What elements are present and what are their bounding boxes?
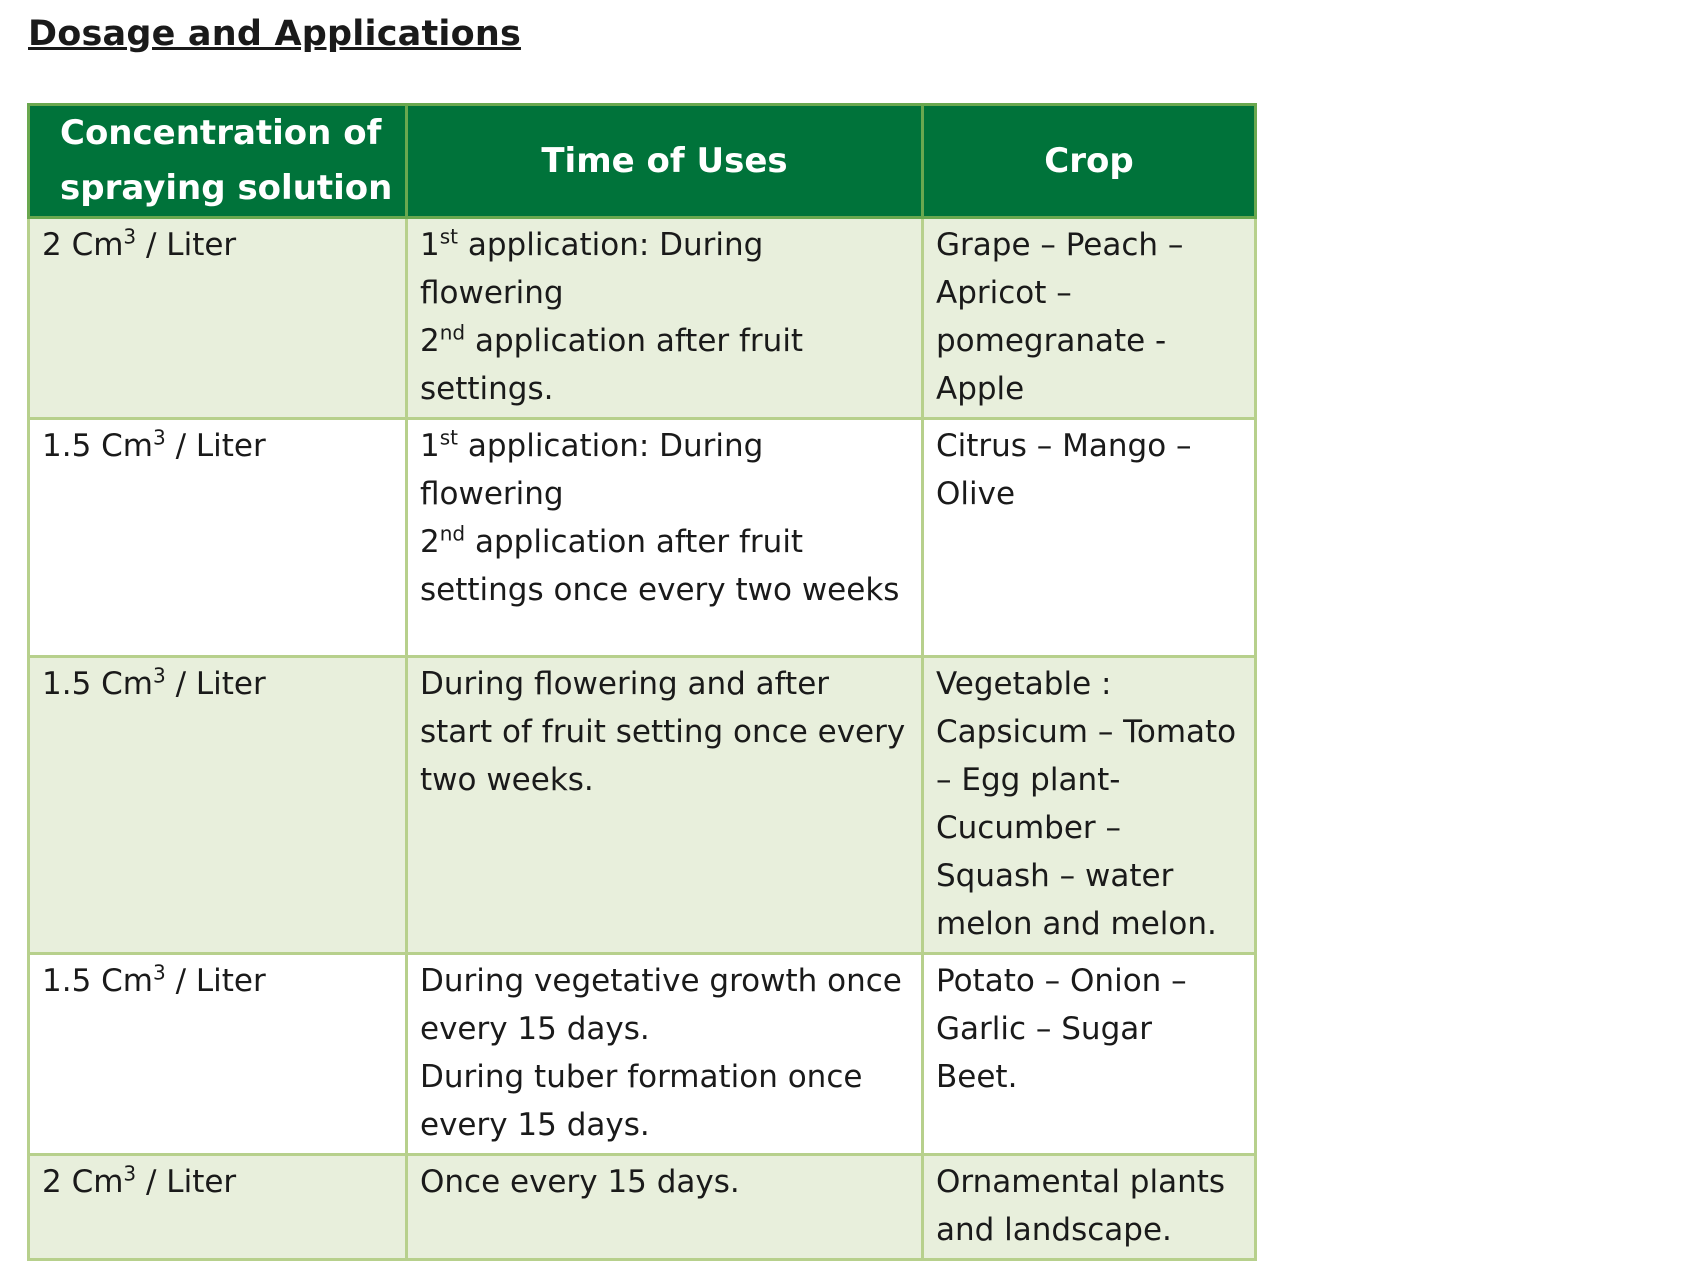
concentration-number: 1.5 Cm [42,963,153,999]
concentration-unit: / Liter [165,428,266,464]
concentration-unit: / Liter [165,666,266,702]
header-crop: Crop [923,105,1256,218]
concentration-value [42,224,237,263]
crop-cell [923,218,1256,419]
time-of-uses-cell [407,1155,923,1260]
time-of-uses-text: application after fruit settings once every two weeks [420,524,900,608]
time-of-uses-line [420,1158,909,1206]
concentration-cell [29,954,407,1155]
time-of-uses-line [420,1053,909,1149]
time-of-uses-text: application after fruit settings. [420,323,804,407]
concentration-exponent: 3 [153,425,166,450]
time-of-uses-text: Once every 15 days. [420,1164,740,1200]
ordinal-suffix: st [439,425,458,450]
table-row [29,419,1256,657]
time-of-uses-line [420,957,909,1053]
concentration-number: 2 Cm [42,1164,124,1200]
concentration-value [42,960,266,999]
table-row [29,1155,1256,1260]
ordinal-suffix: st [439,224,458,249]
crop-text: Ornamental plants and landscape. [936,1164,1226,1248]
concentration-value [42,1161,237,1200]
time-of-uses-cell [407,419,923,657]
time-of-uses-line [420,221,909,317]
concentration-number: 1.5 Cm [42,428,153,464]
concentration-value [42,425,266,464]
time-of-uses-text: During tuber formation once every 15 days. [420,1059,863,1143]
crop-text: Potato – Onion – Garlic – Sugar Beet. [936,963,1187,1095]
header-time-of-uses: Time of Uses [407,105,923,218]
crop-cell [923,1155,1256,1260]
time-of-uses-text: During flowering and after start of fruit setting once every two weeks. [420,666,906,798]
concentration-exponent: 3 [123,224,137,249]
application-number: 1 [420,227,440,263]
application-number: 2 [420,323,440,359]
time-of-uses-cell [407,954,923,1155]
concentration-unit: / Liter [165,963,266,999]
dosage-table [27,103,1257,1261]
time-of-uses-text: application: During flowering [420,428,764,512]
ordinal-suffix: nd [439,320,466,345]
table-header-row [29,105,1256,218]
time-of-uses-text: application: During flowering [420,227,764,311]
crop-text: Citrus – Mango – Olive [936,428,1192,512]
crop-text: Vegetable : Capsicum – Tomato – Egg plant- Cucumber – Squash – water melon and melon. [936,666,1237,942]
crop-cell [923,419,1256,657]
application-number: 1 [420,428,440,464]
concentration-value [42,663,266,702]
header-concentration: Concentration of spraying solution [29,105,407,218]
time-of-uses-cell [407,657,923,954]
concentration-unit: / Liter [136,227,237,263]
application-number: 2 [420,524,440,560]
concentration-unit: / Liter [136,1164,237,1200]
time-of-uses-line [420,422,909,518]
concentration-exponent: 3 [153,663,166,688]
table-row [29,657,1256,954]
concentration-cell [29,419,407,657]
crop-cell [923,954,1256,1155]
table-row [29,218,1256,419]
concentration-cell [29,218,407,419]
time-of-uses-line [420,317,909,413]
concentration-exponent: 3 [153,960,166,985]
concentration-number: 1.5 Cm [42,666,153,702]
time-of-uses-line [420,518,909,614]
crop-text: Grape – Peach – Apricot – pomegranate - Apple [936,227,1184,407]
concentration-cell [29,1155,407,1260]
ordinal-suffix: nd [439,521,466,546]
time-of-uses-line [420,660,909,804]
time-of-uses-text: During vegetative growth once every 15 days. [420,963,902,1047]
table-row [29,954,1256,1155]
time-of-uses-cell [407,218,923,419]
concentration-exponent: 3 [123,1161,137,1186]
concentration-cell [29,657,407,954]
page-title: Dosage and Applications [28,14,521,54]
crop-cell [923,657,1256,954]
concentration-number: 2 Cm [42,227,124,263]
